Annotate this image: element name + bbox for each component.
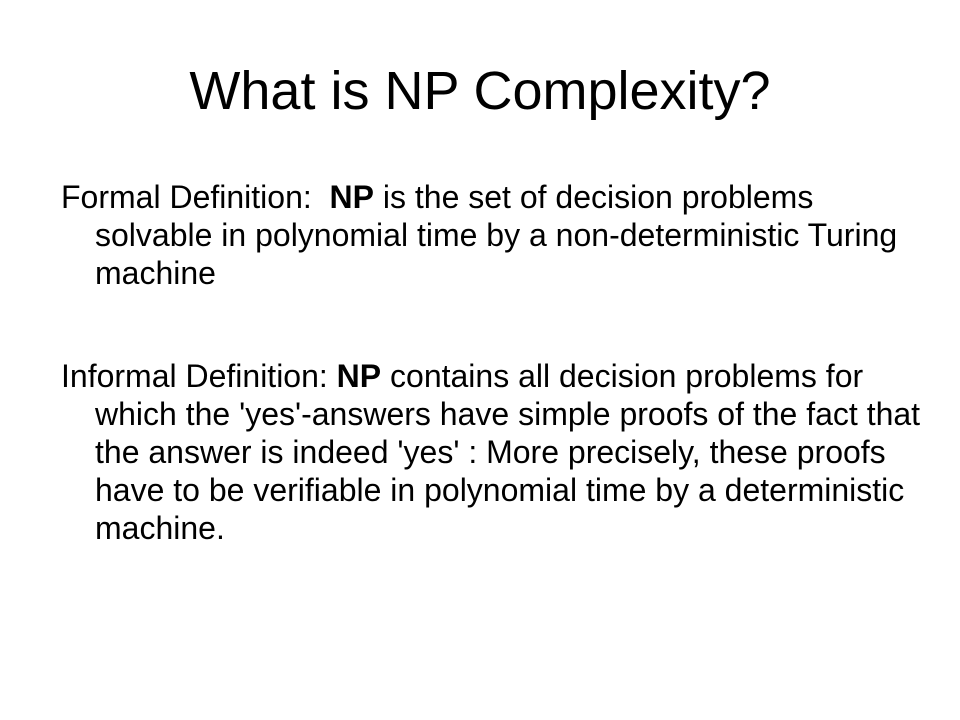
informal-definition-text: contains all decision problems for which the 'yes'-answers have simple proofs of the fact that the answer is indeed 'yes' : More precisely, these proofs have to be verifiable in polynomial time by a deterministic machine. (95, 358, 921, 546)
formal-definition-paragraph (61, 178, 925, 292)
informal-definition-paragraph (61, 357, 925, 547)
formal-definition-label: Formal Definition: (61, 179, 312, 215)
formal-definition-term: NP (329, 179, 374, 215)
informal-definition-term: NP (336, 358, 382, 394)
informal-definition-label: Informal Definition: (61, 358, 328, 394)
slide-title: What is NP Complexity? (189, 61, 771, 121)
formal-definition-text: is the set of decision problems solvable in polynomial time by a non-deterministic Turing machine (95, 179, 898, 291)
